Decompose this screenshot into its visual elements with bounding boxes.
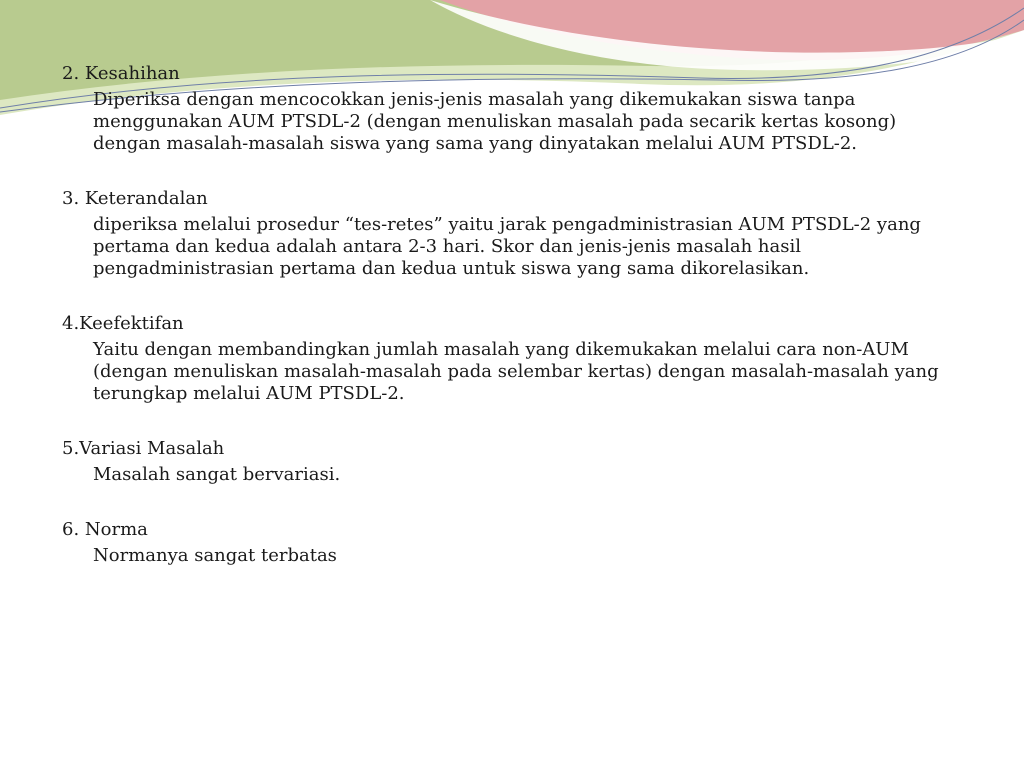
section-heading: 5.Variasi Masalah: [62, 438, 225, 459]
section-keterandalan: [62, 187, 962, 280]
section-heading: 3. Keterandalan: [62, 188, 208, 209]
section-body: Masalah sangat bervariasi.: [93, 464, 341, 485]
section-body: Normanya sangat terbatas: [93, 545, 337, 566]
section-keefektifan: [62, 312, 962, 405]
section-heading: 4.Keefektifan: [62, 313, 184, 334]
section-body: diperiksa melalui prosedur “tes-retes” yaitu jarak pengadministrasian AUM PTSDL-2 yang pertama dan kedua adalah antara 2-3 hari. Skor dan jenis-jenis masalah hasil pengadministrasian pertama dan kedua untuk siswa yang sama dikorelasikan.: [93, 214, 921, 279]
section-body: Yaitu dengan membandingkan jumlah masalah yang dikemukakan melalui cara non-AUM (dengan menuliskan masalah-masalah pada selembar kertas) dengan masalah-masalah yang terungkap melalui AUM PTSDL-2.: [93, 339, 939, 404]
section-body: Diperiksa dengan mencocokkan jenis-jenis masalah yang dikemukakan siswa tanpa menggunakan AUM PTSDL-2 (dengan menuliskan masalah pada secarik kertas kosong) dengan masalah-masalah siswa yang sama yang dinyatakan melalui AUM PTSDL-2.: [93, 89, 897, 154]
section-variasi-masalah: [62, 437, 962, 486]
section-kesahihan: [62, 62, 962, 155]
section-heading: 6. Norma: [62, 519, 148, 540]
section-heading: 2. Kesahihan: [62, 63, 180, 84]
section-norma: [62, 518, 962, 567]
slide-content: [62, 62, 962, 599]
